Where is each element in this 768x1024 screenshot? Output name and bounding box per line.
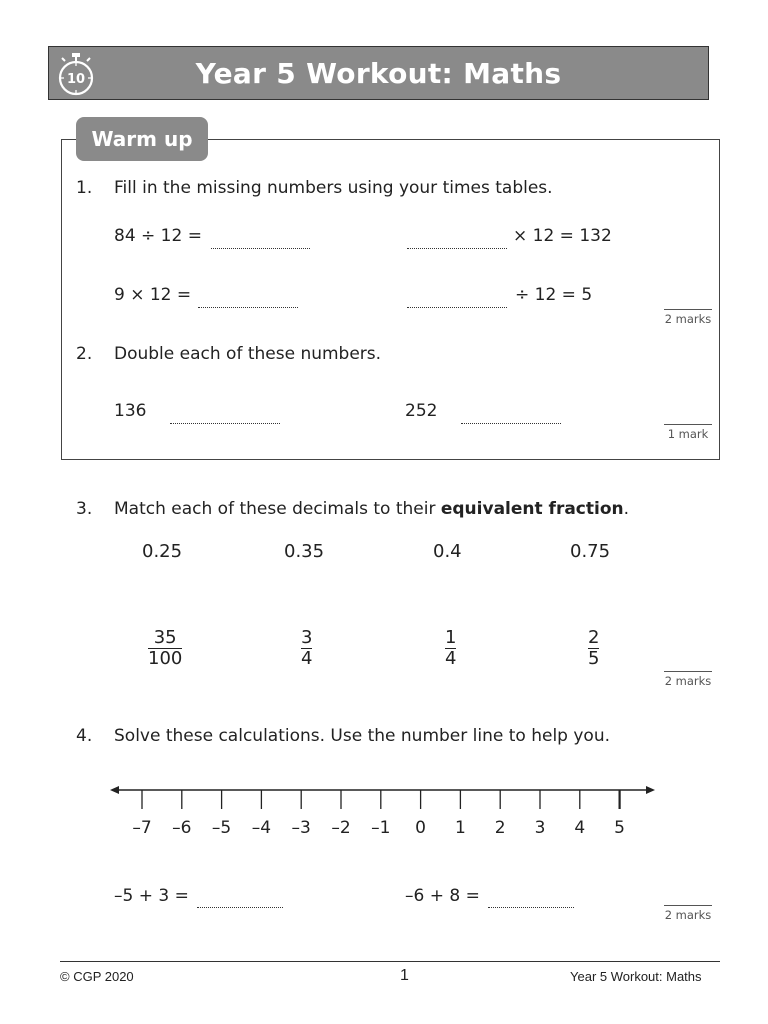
number-line-left-arrow: [110, 786, 119, 794]
q2-answer-1[interactable]: [170, 410, 280, 424]
stopwatch-icon: [57, 51, 95, 97]
page-number: 1: [400, 967, 409, 984]
number-line-label: –2: [331, 818, 351, 838]
number-line-label: 4: [574, 818, 586, 838]
decimal-0-35[interactable]: 0.35: [284, 541, 325, 562]
q3-prompt-start: Match each of these decimals to their: [114, 499, 441, 519]
title-banner: [48, 46, 709, 100]
number-line-label: –6: [172, 818, 192, 838]
page-title: Year 5 Workout: Maths: [195, 56, 562, 90]
number-line-label: –5: [211, 818, 232, 838]
number-line-label: 2: [494, 818, 506, 838]
q2-item-2: 252: [405, 401, 438, 421]
q1-number: 1.: [76, 178, 93, 198]
q2-prompt: Double each of these numbers.: [114, 344, 382, 364]
decimal-0-4[interactable]: 0.4: [433, 541, 462, 562]
q1-item-3: 9 × 12 =: [114, 285, 192, 305]
number-line-right-arrow: [646, 786, 655, 794]
fraction-denominator: 5: [588, 648, 600, 669]
footer-divider: [60, 961, 720, 962]
q1-item-2: × 12 = 132: [513, 226, 612, 246]
decimal-0-25[interactable]: 0.25: [142, 541, 183, 562]
q4-answer-1[interactable]: [197, 894, 283, 908]
number-line-label: –4: [251, 818, 272, 838]
q2-answer-2[interactable]: [461, 410, 561, 424]
number-line-label: –7: [132, 818, 152, 838]
decimal-0-75[interactable]: 0.75: [570, 541, 611, 562]
q2-item-1: 136: [114, 401, 147, 421]
q1-item-1: 84 ÷ 12 =: [114, 226, 202, 246]
fraction-numerator: 1: [445, 627, 457, 648]
footer-copyright: © CGP 2020: [60, 969, 134, 984]
q4-item-1: –5 + 3 =: [114, 886, 189, 906]
fraction-3-4[interactable]: [301, 628, 312, 669]
timer-minutes: 10: [66, 72, 86, 87]
q2-marks: 1 mark: [664, 424, 712, 441]
number-line-label: 0: [415, 818, 427, 838]
q4-answer-2[interactable]: [488, 894, 574, 908]
q3-prompt-end: .: [623, 499, 630, 519]
q1-marks: 2 marks: [664, 309, 712, 326]
footer-book-title: Year 5 Workout: Maths: [570, 969, 702, 984]
fraction-35-100[interactable]: [148, 628, 182, 669]
fraction-denominator: 4: [301, 648, 313, 669]
number-line-label: 3: [534, 818, 546, 838]
q4-prompt: Solve these calculations. Use the number line to help you.: [114, 726, 610, 746]
fraction-numerator: 2: [588, 627, 600, 648]
q3-prompt: [114, 499, 629, 519]
q1-item-4: ÷ 12 = 5: [515, 285, 593, 305]
q3-prompt-bold: equivalent fraction: [440, 499, 624, 519]
q1-prompt: Fill in the missing numbers using your times tables.: [114, 178, 553, 198]
number-line-label: –1: [371, 818, 391, 838]
q1-answer-4[interactable]: [407, 294, 507, 308]
fraction-denominator: 100: [148, 648, 183, 669]
fraction-2-5[interactable]: [588, 628, 599, 669]
q3-marks: 2 marks: [664, 671, 712, 688]
number-line-label: 5: [614, 818, 626, 838]
fraction-numerator: 3: [301, 627, 313, 648]
q1-answer-3[interactable]: [198, 294, 298, 308]
fraction-denominator: 4: [445, 648, 457, 669]
q2-number: 2.: [76, 344, 93, 364]
fraction-1-4[interactable]: [445, 628, 456, 669]
q1-answer-1[interactable]: [211, 235, 310, 249]
number-line: [110, 778, 655, 838]
number-line-label: –3: [291, 818, 311, 838]
q4-number: 4.: [76, 726, 93, 746]
fraction-numerator: 35: [153, 627, 177, 648]
warmup-label: Warm up: [76, 117, 208, 161]
q1-answer-2[interactable]: [407, 235, 507, 249]
number-line-label: 1: [454, 818, 466, 838]
q3-number: 3.: [76, 499, 93, 519]
q4-item-2: –6 + 8 =: [405, 886, 480, 906]
q4-marks: 2 marks: [664, 905, 712, 922]
